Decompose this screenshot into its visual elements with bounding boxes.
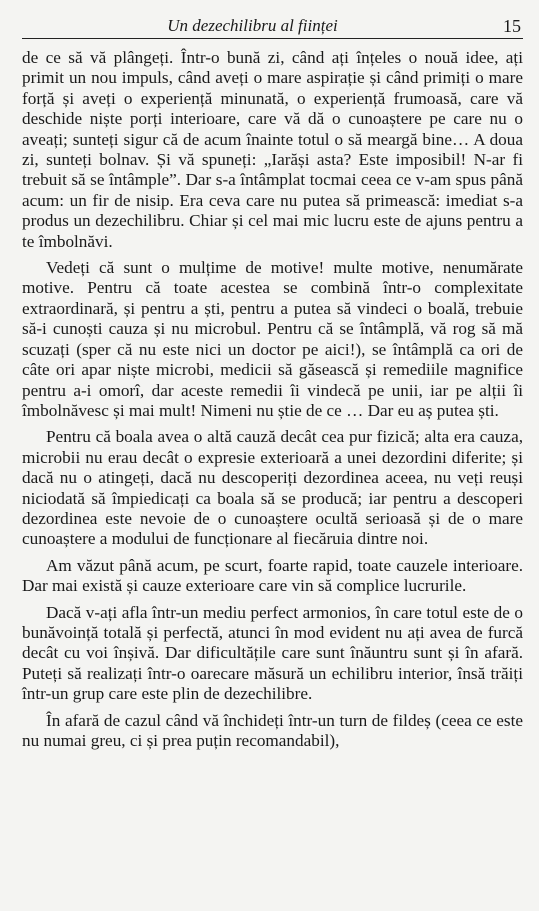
paragraph-4: Am văzut până acum, pe scurt, foarte rapid, toate cauzele interioare. Dar mai există și cauze exterioare care vin să complice lucrurile. (22, 555, 523, 596)
paragraph-6: În afară de cazul când vă închideți într-un turn de fildeș (ceea ce este nu numai greu, ci și prea puțin recomandabil), (22, 710, 523, 750)
paragraph-5: Dacă v-ați afla într-un mediu perfect armonios, în care totul este de o bunăvoință totală și perfectă, atunci în mod evident nu ați avea de furcă decât cu voi înșivă. Dar dificultățile care sunt înăuntru sunt și în afară. Puteți să realizați într-o oarecare măsură un echilibru interior, însă trăiți într-un grup care este plin de dezechilibre. (22, 602, 523, 704)
running-title: Un dezechilibru al ființei (167, 16, 338, 35)
paragraph-1: de ce să vă plângeți. Într-o bună zi, când ați înțeles o nouă idee, ați primit un nou impuls, când aveți o mare aspirație și când primiți o mare forță și aveți o experiență minunată, o experiență frumoasă, care vă deschide niște porți interioare, care vă dă o cunoaștere pe care nu o aveați; sunteți sigur că de acum înainte totul o să meargă bine… A doua zi, sunteți bolnav. Și vă spuneți: „Iarăși asta? Este imposibil! N-ar fi trebuit să se întâmple”. Dar s-a întâmplat tocmai ceea ce v-am spus până acum: un fir de nisip. Era ceva care nu putea să primească: imediat s-a produs un dezechilibru. Chiar și cel mai mic lucru este de ajuns pentru a te îmbolnăvi. (22, 48, 523, 251)
page-header (22, 14, 523, 39)
page-number: 15 (503, 16, 521, 36)
paragraph-3: Pentru că boala avea o altă cauză decât cea pur fizică; alta era cauza, microbii nu erau decât o expresie exterioară a unei dezordini diferite; și dacă nu o atingeți, dacă nu descoperiți dezordinea aceea, nu veți reuși niciodată să împiedicați ca boala să se producă; iar pentru a descoperi dezordinea este nevoie de o cunoaștere ocultă serioasă și de o mare cunoaștere a modului de funcționare al fiecăruia dintre noi. (22, 427, 523, 549)
paragraph-2: Vedeți că sunt o mulțime de motive! multe motive, nenumărate motive. Pentru că toate acestea se combină într-o complexitate extraordinară, și pentru a ști, pentru a putea să vindeci o boală, trebuie să-i cunoști cauza și nu microbul. Pentru că se întâmplă, vă rog să mă scuzați (sper că nu este nici un doctor pe aici!), se întâmplă ca ori de câte ori apar niște microbi, medicii să găsească și remediile magnifice pentru a-i omorî, dar aceste remedii îi vindecă pe unii, iar pe alții îi îmbolnăvesc și mai mult! Nimeni nu știe de ce … Dar eu aș putea ști. (22, 258, 523, 420)
page-body (22, 48, 523, 757)
